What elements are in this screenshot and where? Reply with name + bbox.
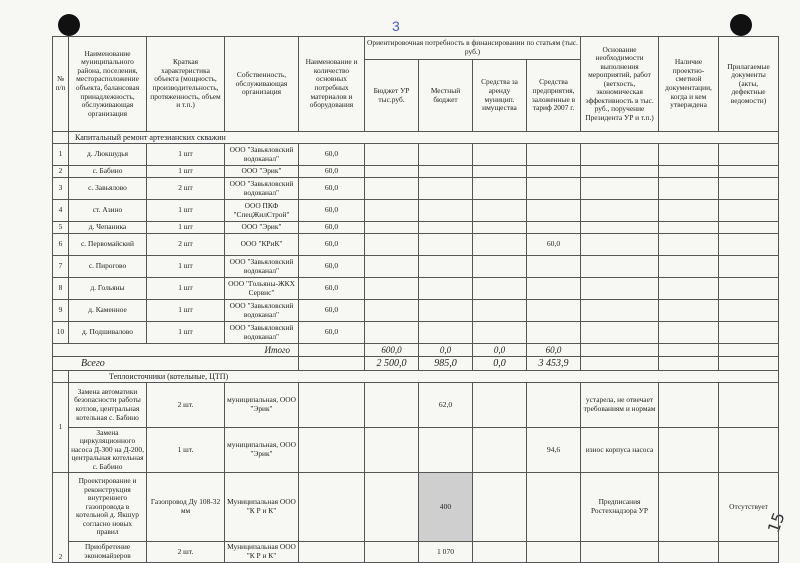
table-row: 8 д. Гольяны 1 шт ООО "Гольяны-ЖКХ Сервис" 60,0 <box>53 278 779 300</box>
finance-table <box>52 36 779 563</box>
total-budget: 600,0 <box>365 344 419 357</box>
punch-hole-left <box>58 14 80 36</box>
table-row: 10 д. Подшивалово 1 шт ООО "Завьяловский водоканал" 60,0 <box>53 322 779 344</box>
col-docs-header: Прилагаемые документы (акты, дефектные ведомости) <box>719 37 779 132</box>
section-title: Капитальный ремонт артезианских скважин <box>69 132 779 144</box>
col-num-header: № п/п <box>53 37 69 132</box>
table-row: Замена циркуляционного насоса Д-300 на Д-200, центральная котельная с. Бабино 1 шт. муниципальная, ООО "Эрик" 94,6 износ корпуса насоса <box>53 428 779 473</box>
col-char-header: Краткая характеристика объекта (мощность, производительность, протяженность, объем и т.п.) <box>147 37 225 132</box>
header-row <box>53 37 779 60</box>
grand-tariff: 3 453,9 <box>527 357 581 371</box>
table-row: Приобретение экономайзеров 2 шт. Муниципальная ООО "К Р и К" 1 070 <box>53 542 779 563</box>
col-estimate-header: Наличие проектно-сметной документации, когда и кем утверждена <box>659 37 719 132</box>
col-budget-ur-header: Бюджет УР тыс.руб. <box>365 60 419 132</box>
row-number: 1 <box>53 383 69 473</box>
table-row: 4 ст. Азино 1 шт ООО ПКФ "СпецЖилСтрой" 60,0 <box>53 200 779 222</box>
finance-group-header: Ориентировочная потребность в финансировании по статьям (тыс. руб.) <box>365 37 581 60</box>
col-lease-header: Средства за аренду муницип. имущества <box>473 60 527 132</box>
table-row: 3 с. Завьялово 2 шт ООО "Завьяловский водоканал" 60,0 <box>53 178 779 200</box>
col-tariff-header: Средства предприятия, заложенные в тариф 2007 г. <box>527 60 581 132</box>
total-row <box>53 344 779 357</box>
punch-hole-right <box>730 14 752 36</box>
row-number: 2 <box>53 473 69 563</box>
table-row: 2 с. Бабино 1 шт ООО "Эрик" 60,0 <box>53 166 779 178</box>
total-tariff: 60,0 <box>527 344 581 357</box>
section-title: Теплоисточники (котельные, ЦТП) <box>69 371 779 383</box>
table-row: 9 д. Каменное 1 шт ООО "Завьяловский водоканал" 60,0 <box>53 300 779 322</box>
grand-total-row <box>53 357 779 371</box>
col-name-header: Наименование муниципального района, поселения, месторасположение объекта, балансовая принадлежность, обслуживающая организация <box>69 37 147 132</box>
table-row: 1 Замена автоматики безопасности работы котлов, центральная котельная с. Бабино 2 шт. муниципальная, ООО "Эрик" 62,0 устарела, не отвечает требованиям и нормам <box>53 383 779 428</box>
table-row: 2 Проектирование и реконструкция внутреннего газопровода в котельной д. Якшур согласно новых правил Газопровод Ду 108-32 мм Муниципальная ООО "К Р и К" 400 Предписания Ростехнадзора УР Отсутствует <box>53 473 779 542</box>
margin-note: 15 <box>763 509 789 536</box>
section-row <box>53 371 779 383</box>
table-row: 6 с. Первомайский 2 шт ООО "КРиК" 60,0 60,0 <box>53 234 779 256</box>
grand-total-label: Всего <box>53 357 299 371</box>
table-row: 5 д. Чепаника 1 шт ООО "Эрик" 60,0 <box>53 222 779 234</box>
col-justification-header: Основание необходимости выполнения мероприятий, работ (ветхость, экономическая эффективность в тыс. руб., поручение Президента УР и т.п.) <box>581 37 659 132</box>
grand-lease: 0,0 <box>473 357 527 371</box>
total-label: Итого <box>53 344 299 357</box>
col-owner-header: Собственность, обслуживающая организация <box>225 37 299 132</box>
page-number: 3 <box>392 18 400 34</box>
table-row: 1 д. Люкшудья 1 шт ООО "Завьяловский водоканал" 60,0 <box>53 144 779 166</box>
col-local-header: Местный бюджет <box>419 60 473 132</box>
col-materials-header: Наименование и количество основных потребных материалов и оборудования <box>299 37 365 132</box>
grand-budget: 2 500,0 <box>365 357 419 371</box>
total-lease: 0,0 <box>473 344 527 357</box>
grand-local: 985,0 <box>419 357 473 371</box>
total-local: 0,0 <box>419 344 473 357</box>
section-row <box>53 132 779 144</box>
table-row: 7 с. Пирогово 1 шт ООО "Завьяловский водоканал" 60,0 <box>53 256 779 278</box>
